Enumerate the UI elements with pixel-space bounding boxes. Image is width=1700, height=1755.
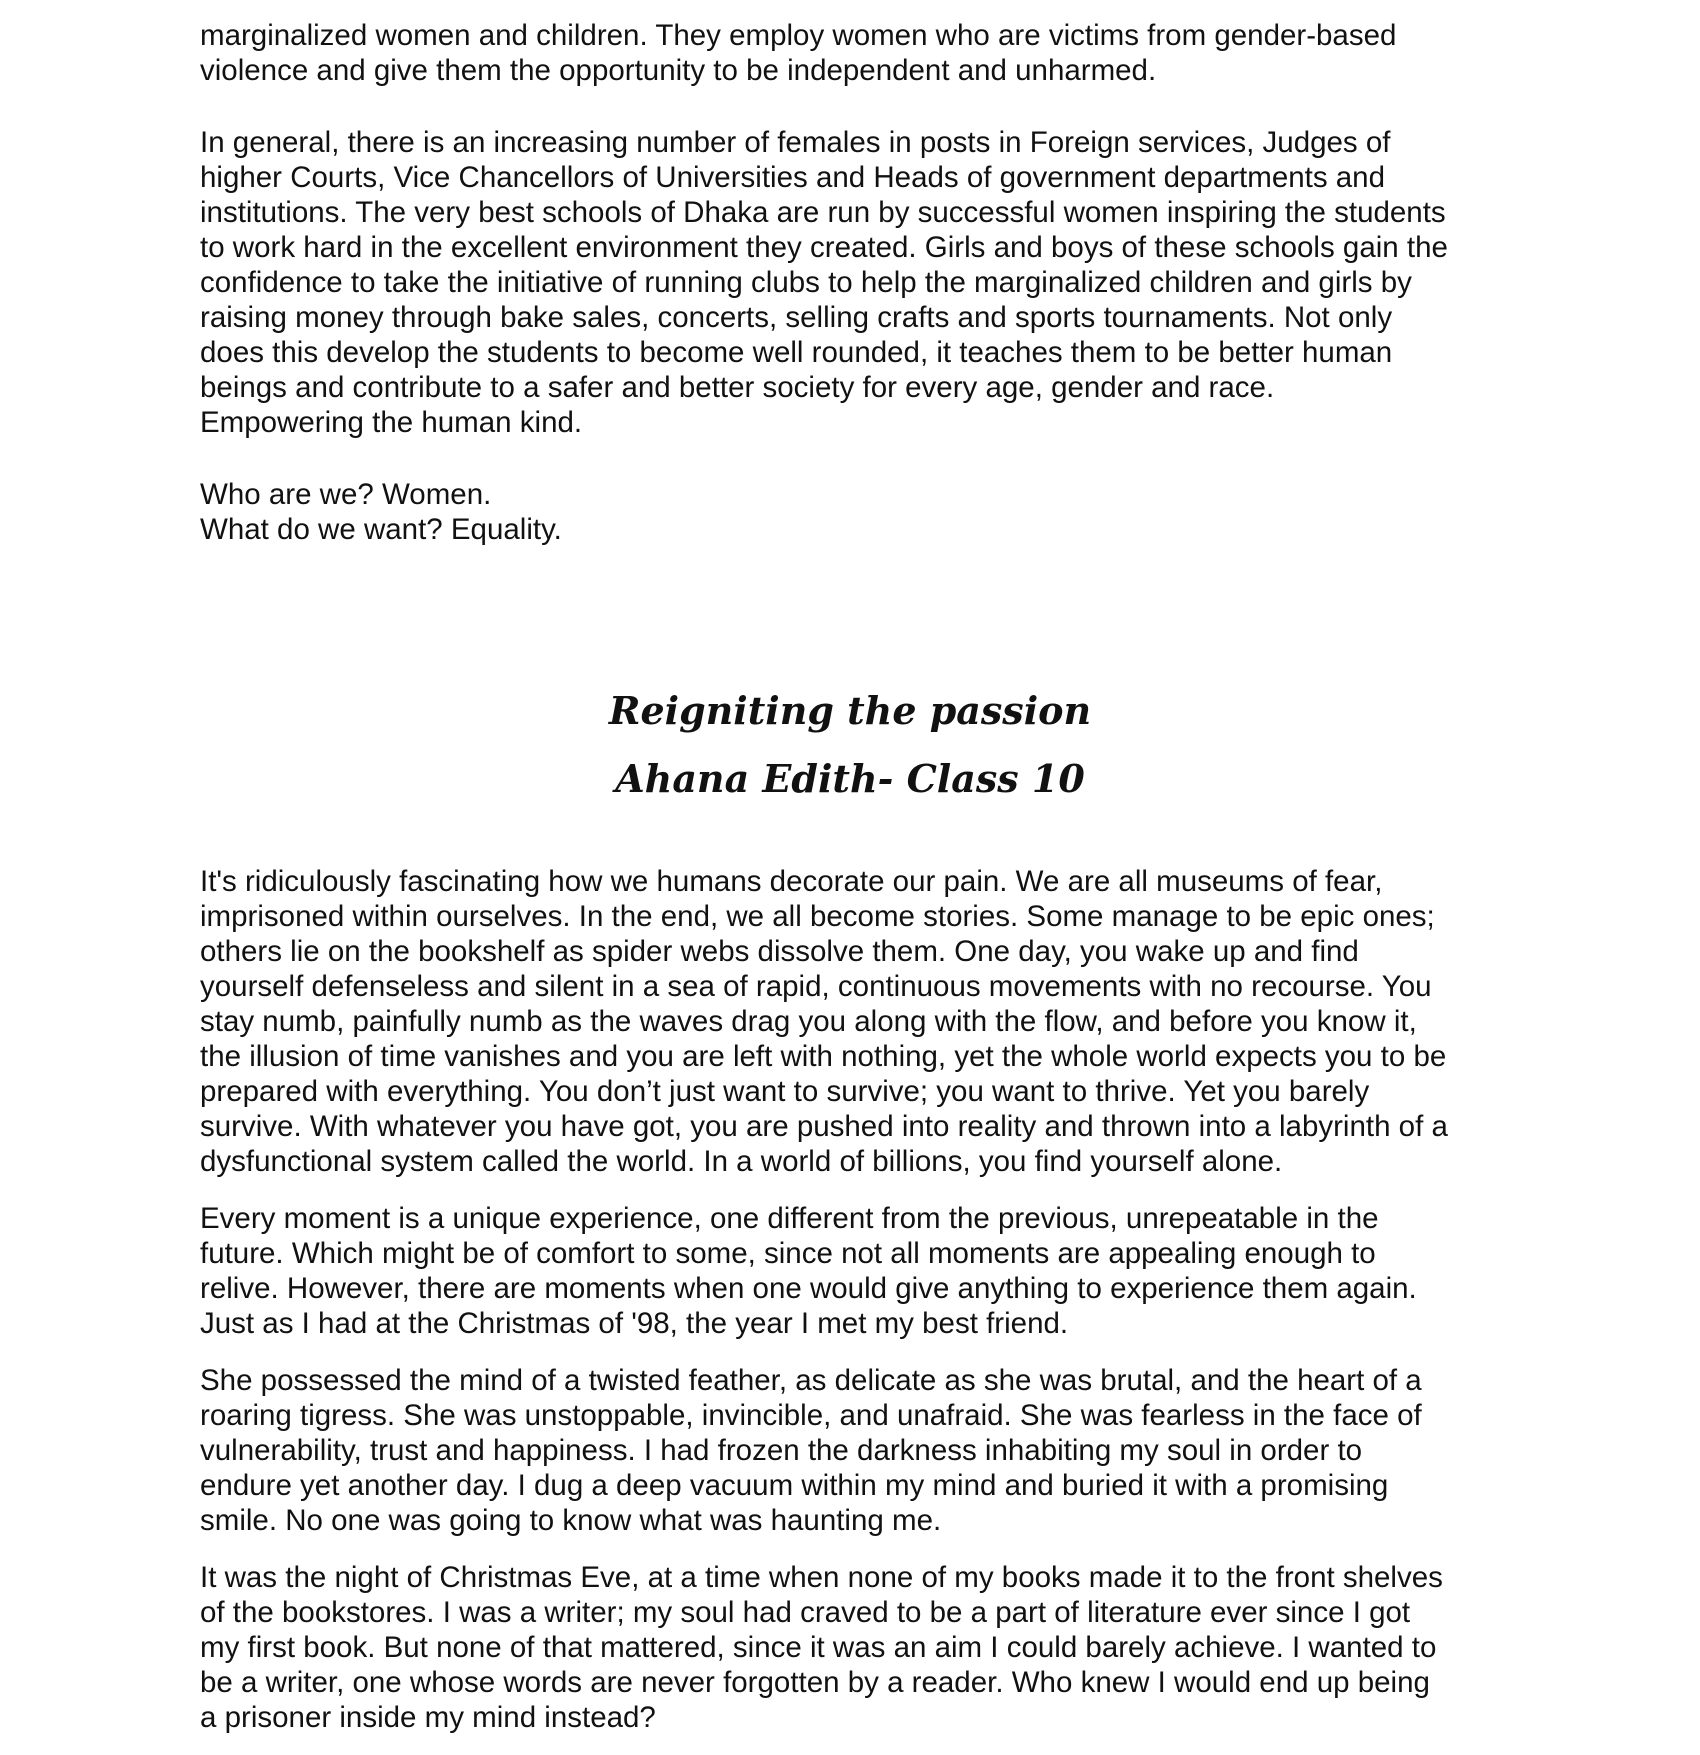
intro-paragraph-2: In general, there is an increasing number of females in posts in Foreign services, Judges of higher Courts, Vice Chancellors of Universities and Heads of government departments and institutions. The very best schools of Dhaka are run by successful women inspiring the students to work hard in the excellent environment they created. Girls and boys of these schools gain the confidence to take the initiative of running clubs to help the marginalized children and girls by raising money through bake sales, concerts, selling crafts and sports tournaments. Not only does this develop the students to become well rounded, it teaches them to be better human beings and contribute to a safer and better society for every age, gender and race. Empowering the human kind.: [200, 126, 1448, 439]
article-paragraph-1: It's ridiculously fascinating how we humans decorate our pain. We are all museums of fear, imprisoned within ourselves. In the end, we all become stories. Some manage to be epic ones; others lie on the bookshelf as spider webs dissolve them. One day, you wake up and find yourself defenseless and silent in a sea of rapid, continuous movements with no recourse. You stay numb, painfully numb as the waves drag you along with the flow, and before you know it, the illusion of time vanishes and you are left with nothing, yet the whole world expects you to be prepared with everything. You don’t just want to survive; you want to thrive. Yet you barely survive. With whatever you have got, you are pushed into reality and thrown into a labyrinth of a dysfunctional system called the world. In a world of billions, you find yourself alone.: [200, 865, 1448, 1178]
article-body: [200, 864, 1500, 1735]
article-paragraph-4: It was the night of Christmas Eve, at a time when none of my books made it to the front shelves of the bookstores. I was a writer; my soul had craved to be a part of literature ever since I got my first book. But none of that mattered, since it was an aim I could barely achieve. I wanted to be a writer, one whose words are never forgotten by a reader. Who knew I would end up being a prisoner inside my mind instead?: [200, 1561, 1443, 1734]
intro-paragraph-3: Who are we? Women. What do we want? Equality.: [200, 478, 562, 546]
article-title: Reigniting the passion: [608, 688, 1092, 733]
article-paragraph-2: Every moment is a unique experience, one different from the previous, unrepeatable in the future. Which might be of comfort to some, since not all moments are appealing enough to relive. However, there are moments when one would give anything to experience them again. Just as I had at the Christmas of '98, the year I met my best friend.: [200, 1202, 1417, 1340]
intro-section: [200, 18, 1500, 547]
article-paragraph-3: She possessed the mind of a twisted feather, as delicate as she was brutal, and the heart of a roaring tigress. She was unstoppable, invincible, and unafraid. She was fearless in the face of vulnerability, trust and happiness. I had frozen the darkness inhabiting my soul in order to endure yet another day. I dug a deep vacuum within my mind and buried it with a promising smile. No one was going to know what was haunting me.: [200, 1364, 1422, 1537]
intro-paragraph-1: marginalized women and children. They employ women who are victims from gender-based violence and give them the opportunity to be independent and unharmed.: [200, 19, 1397, 87]
article-author: Ahana Edith- Class 10: [615, 756, 1085, 801]
